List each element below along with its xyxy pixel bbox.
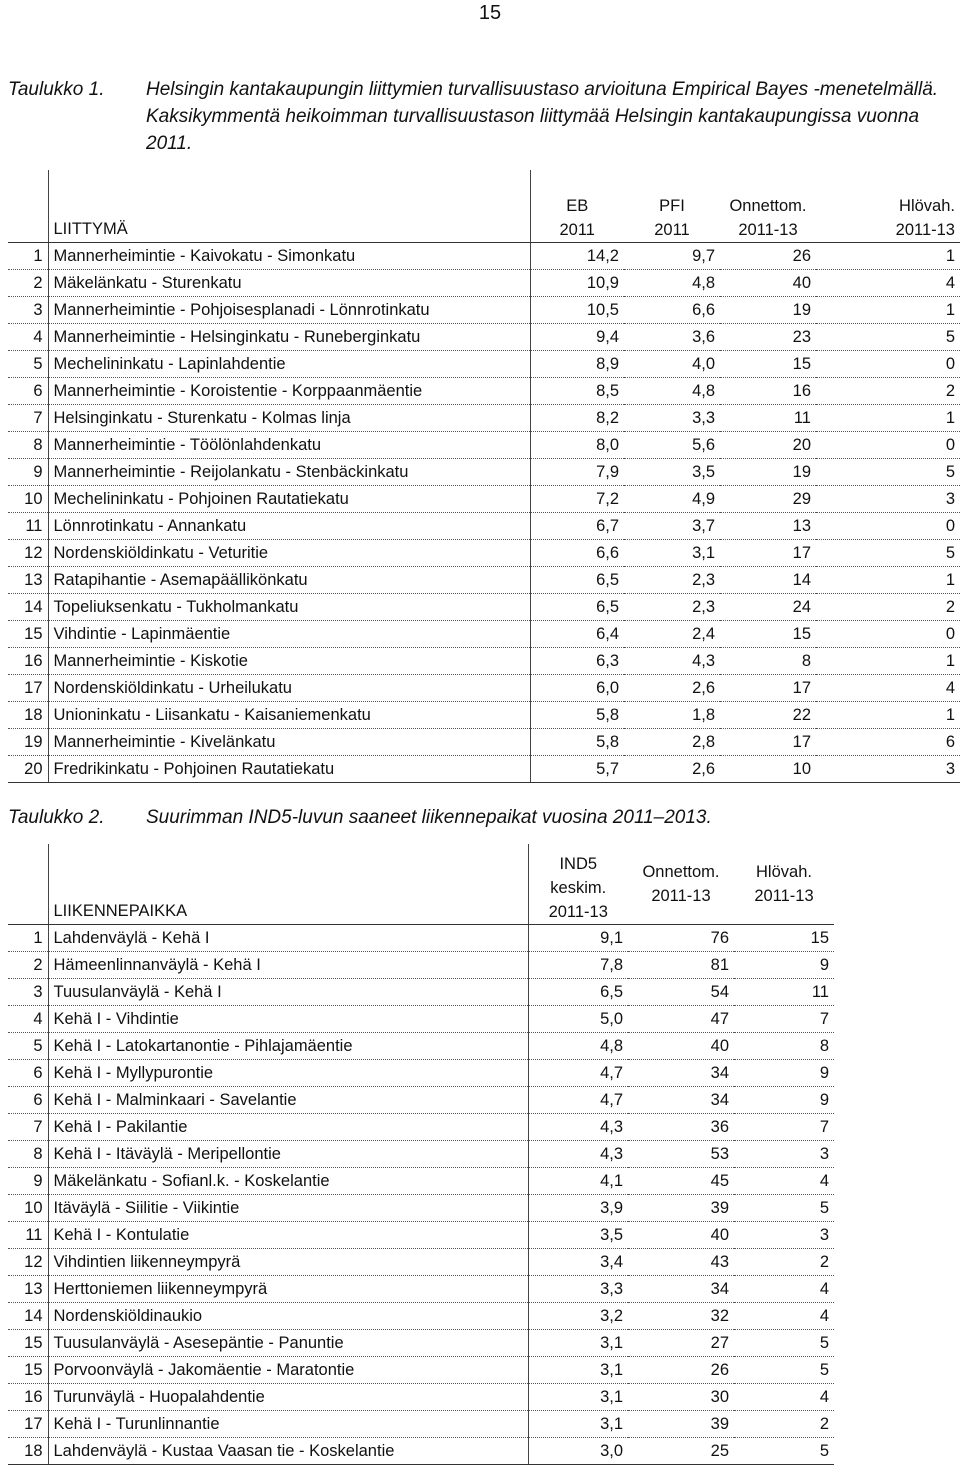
injured-value: 1 (816, 567, 960, 594)
injured-value: 5 (734, 1330, 834, 1357)
intersection-name: Mechelininkatu - Lapinlahdentie (48, 351, 530, 378)
table-row (8, 925, 834, 952)
accidents-value: 40 (720, 270, 816, 297)
eb-value: 6,5 (530, 567, 624, 594)
injured-value: 3 (734, 1141, 834, 1168)
table2-caption-label: Taulukko 2. (8, 807, 105, 828)
pfi-value: 4,3 (624, 648, 720, 675)
table1-header-pfi-l1: PFI (659, 197, 685, 215)
table-row (8, 1276, 834, 1303)
accidents-value: 26 (720, 243, 816, 270)
injured-value: 1 (816, 702, 960, 729)
table2-header-name: LIIKENNEPAIKKA (48, 844, 528, 925)
accidents-value: 15 (720, 351, 816, 378)
eb-value: 8,0 (530, 432, 624, 459)
intersection-name: Vihdintie - Lapinmäentie (48, 621, 530, 648)
row-number: 20 (8, 756, 48, 783)
table2-header-ind5-l1: IND5 (559, 855, 598, 873)
pfi-value: 4,0 (624, 351, 720, 378)
ind5-value: 4,7 (528, 1087, 628, 1114)
ind5-value: 9,1 (528, 925, 628, 952)
table-row (8, 297, 960, 324)
injured-value: 1 (816, 297, 960, 324)
table-row (8, 1330, 834, 1357)
table1 (8, 170, 960, 783)
row-number: 18 (8, 702, 48, 729)
pfi-value: 2,6 (624, 675, 720, 702)
ind5-value: 3,1 (528, 1384, 628, 1411)
table-row (8, 594, 960, 621)
table-row (8, 243, 960, 270)
row-number: 17 (8, 675, 48, 702)
table-row (8, 952, 834, 979)
eb-value: 10,9 (530, 270, 624, 297)
table1-caption-text: Helsingin kantakaupungin liittymien turvallisuustaso arvioituna Empirical Bayes -menetelmällä. Kaksikymmentä heikoimman turvallisuustason liittymää Helsingin kantakaupungissa vuonna 2011. (146, 79, 939, 154)
row-number: 1 (8, 925, 48, 952)
location-name: Turunväylä - Huopalahdentie (48, 1384, 528, 1411)
table2-caption-text: Suurimman IND5-luvun saaneet liikennepaikat vuosina 2011–2013. (146, 807, 712, 828)
accidents-value: 34 (628, 1276, 734, 1303)
injured-value: 0 (816, 513, 960, 540)
injured-value: 4 (734, 1276, 834, 1303)
pfi-value: 4,8 (624, 378, 720, 405)
pfi-value: 4,8 (624, 270, 720, 297)
accidents-value: 15 (720, 621, 816, 648)
pfi-value: 3,1 (624, 540, 720, 567)
row-number: 6 (8, 1060, 48, 1087)
accidents-value: 34 (628, 1060, 734, 1087)
intersection-name: Mannerheimintie - Pohjoisesplanadi - Lönnrotinkatu (48, 297, 530, 324)
injured-value: 5 (734, 1438, 834, 1465)
row-number: 8 (8, 432, 48, 459)
table1-header-hlovah (816, 170, 960, 243)
intersection-name: Mannerheimintie - Helsinginkatu - Runeberginkatu (48, 324, 530, 351)
injured-value: 0 (816, 351, 960, 378)
row-number: 14 (8, 594, 48, 621)
accidents-value: 24 (720, 594, 816, 621)
injured-value: 9 (734, 1060, 834, 1087)
injured-value: 6 (816, 729, 960, 756)
row-number: 10 (8, 1195, 48, 1222)
eb-value: 6,5 (530, 594, 624, 621)
injured-value: 5 (816, 540, 960, 567)
accidents-value: 19 (720, 297, 816, 324)
injured-value: 7 (734, 1006, 834, 1033)
injured-value: 3 (734, 1222, 834, 1249)
row-number: 11 (8, 513, 48, 540)
table-row (8, 1168, 834, 1195)
eb-value: 6,0 (530, 675, 624, 702)
table-row (8, 1087, 834, 1114)
accidents-value: 8 (720, 648, 816, 675)
row-number: 17 (8, 1411, 48, 1438)
pfi-value: 2,3 (624, 594, 720, 621)
accidents-value: 20 (720, 432, 816, 459)
injured-value: 2 (734, 1249, 834, 1276)
row-number: 19 (8, 729, 48, 756)
table2-header-row (8, 844, 834, 925)
location-name: Kehä I - Malminkaari - Savelantie (48, 1087, 528, 1114)
row-number: 5 (8, 351, 48, 378)
injured-value: 4 (734, 1303, 834, 1330)
intersection-name: Nordenskiöldinkatu - Veturitie (48, 540, 530, 567)
injured-value: 4 (734, 1168, 834, 1195)
ind5-value: 3,4 (528, 1249, 628, 1276)
eb-value: 6,3 (530, 648, 624, 675)
table1-header-num (8, 170, 48, 243)
table-row (8, 567, 960, 594)
location-name: Nordenskiöldinaukio (48, 1303, 528, 1330)
row-number: 10 (8, 486, 48, 513)
table2-header-hlovah (734, 844, 834, 925)
injured-value: 9 (734, 952, 834, 979)
ind5-value: 4,8 (528, 1033, 628, 1060)
table-row (8, 1411, 834, 1438)
table2-header-ind5-l3: 2011-13 (548, 903, 608, 921)
table1-header-onnettom-l1: Onnettom. (729, 197, 807, 215)
row-number: 15 (8, 1330, 48, 1357)
table-row (8, 432, 960, 459)
injured-value: 1 (816, 243, 960, 270)
injured-value: 11 (734, 979, 834, 1006)
location-name: Hämeenlinnanväylä - Kehä I (48, 952, 528, 979)
location-name: Tuusulanväylä - Kehä I (48, 979, 528, 1006)
table1-header-hlovah-l2: 2011-13 (895, 221, 955, 239)
injured-value: 15 (734, 925, 834, 952)
injured-value: 1 (816, 648, 960, 675)
table2-header-onnettom (628, 844, 734, 925)
table1-header-pfi-l2: 2011 (654, 221, 690, 239)
table-row (8, 459, 960, 486)
pfi-value: 3,6 (624, 324, 720, 351)
accidents-value: 17 (720, 540, 816, 567)
row-number: 7 (8, 1114, 48, 1141)
intersection-name: Mannerheimintie - Koroistentie - Korppaanmäentie (48, 378, 530, 405)
accidents-value: 40 (628, 1033, 734, 1060)
table-row (8, 1006, 834, 1033)
accidents-value: 14 (720, 567, 816, 594)
table2-header-ind5 (528, 844, 628, 925)
eb-value: 9,4 (530, 324, 624, 351)
injured-value: 5 (816, 459, 960, 486)
accidents-value: 22 (720, 702, 816, 729)
table-row (8, 729, 960, 756)
accidents-value: 25 (628, 1438, 734, 1465)
ind5-value: 3,9 (528, 1195, 628, 1222)
intersection-name: Nordenskiöldinkatu - Urheilukatu (48, 675, 530, 702)
location-name: Kehä I - Itäväylä - Meripellontie (48, 1141, 528, 1168)
ind5-value: 3,1 (528, 1330, 628, 1357)
ind5-value: 4,1 (528, 1168, 628, 1195)
row-number: 13 (8, 1276, 48, 1303)
table1-header-hlovah-l1: Hlövah. (899, 197, 955, 215)
table-row (8, 513, 960, 540)
row-number: 12 (8, 1249, 48, 1276)
intersection-name: Mannerheimintie - Kivelänkatu (48, 729, 530, 756)
table-row (8, 351, 960, 378)
pfi-value: 3,5 (624, 459, 720, 486)
intersection-name: Lönnrotinkatu - Annankatu (48, 513, 530, 540)
pfi-value: 6,6 (624, 297, 720, 324)
table-row (8, 1303, 834, 1330)
row-number: 2 (8, 270, 48, 297)
ind5-value: 3,1 (528, 1357, 628, 1384)
accidents-value: 81 (628, 952, 734, 979)
intersection-name: Mannerheimintie - Töölönlahdenkatu (48, 432, 530, 459)
intersection-name: Mannerheimintie - Kaivokatu - Simonkatu (48, 243, 530, 270)
intersection-name: Mechelininkatu - Pohjoinen Rautatiekatu (48, 486, 530, 513)
injured-value: 5 (734, 1357, 834, 1384)
location-name: Kehä I - Vihdintie (48, 1006, 528, 1033)
row-number: 9 (8, 459, 48, 486)
row-number: 15 (8, 1357, 48, 1384)
injured-value: 5 (816, 324, 960, 351)
location-name: Mäkelänkatu - Sofianl.k. - Koskelantie (48, 1168, 528, 1195)
table1-header-eb-l2: 2011 (559, 221, 595, 239)
ind5-value: 4,7 (528, 1060, 628, 1087)
eb-value: 5,7 (530, 756, 624, 783)
ind5-value: 3,2 (528, 1303, 628, 1330)
injured-value: 9 (734, 1087, 834, 1114)
intersection-name: Unioninkatu - Liisankatu - Kaisaniemenkatu (48, 702, 530, 729)
eb-value: 5,8 (530, 702, 624, 729)
accidents-value: 32 (628, 1303, 734, 1330)
injured-value: 2 (816, 378, 960, 405)
table-row (8, 1438, 834, 1465)
injured-value: 5 (734, 1195, 834, 1222)
injured-value: 2 (734, 1411, 834, 1438)
table-row (8, 540, 960, 567)
table1-header-name: LIITTYMÄ (48, 170, 530, 243)
eb-value: 7,2 (530, 486, 624, 513)
row-number: 8 (8, 1141, 48, 1168)
injured-value: 3 (816, 756, 960, 783)
ind5-value: 3,5 (528, 1222, 628, 1249)
injured-value: 2 (816, 594, 960, 621)
accidents-value: 43 (628, 1249, 734, 1276)
row-number: 6 (8, 378, 48, 405)
ind5-value: 7,8 (528, 952, 628, 979)
row-number: 16 (8, 648, 48, 675)
accidents-value: 40 (628, 1222, 734, 1249)
pfi-value: 2,4 (624, 621, 720, 648)
injured-value: 7 (734, 1114, 834, 1141)
table-row (8, 270, 960, 297)
injured-value: 0 (816, 432, 960, 459)
table2-header-onnettom-l1: Onnettom. (642, 863, 720, 881)
row-number: 3 (8, 297, 48, 324)
table1-header-eb (530, 170, 624, 243)
injured-value: 4 (816, 675, 960, 702)
table1-header-row (8, 170, 960, 243)
pfi-value: 3,3 (624, 405, 720, 432)
table2-header-hlovah-l2: 2011-13 (754, 887, 814, 905)
table1-header-pfi (624, 170, 720, 243)
pfi-value: 2,3 (624, 567, 720, 594)
eb-value: 5,8 (530, 729, 624, 756)
accidents-value: 17 (720, 675, 816, 702)
pfi-value: 4,9 (624, 486, 720, 513)
page-number: 15 (478, 2, 502, 24)
location-name: Lahdenväylä - Kustaa Vaasan tie - Koskelantie (48, 1438, 528, 1465)
row-number: 4 (8, 1006, 48, 1033)
table-row (8, 486, 960, 513)
ind5-value: 3,1 (528, 1411, 628, 1438)
location-name: Herttoniemen liikenneympyrä (48, 1276, 528, 1303)
table-row (8, 621, 960, 648)
table-row (8, 1033, 834, 1060)
eb-value: 10,5 (530, 297, 624, 324)
accidents-value: 27 (628, 1330, 734, 1357)
eb-value: 8,2 (530, 405, 624, 432)
table2 (8, 844, 834, 1465)
eb-value: 14,2 (530, 243, 624, 270)
location-name: Lahdenväylä - Kehä I (48, 925, 528, 952)
injured-value: 3 (816, 486, 960, 513)
intersection-name: Topeliuksenkatu - Tukholmankatu (48, 594, 530, 621)
row-number: 15 (8, 621, 48, 648)
location-name: Kehä I - Pakilantie (48, 1114, 528, 1141)
table2-header-hlovah-l1: Hlövah. (756, 863, 812, 881)
ind5-value: 4,3 (528, 1114, 628, 1141)
pfi-value: 1,8 (624, 702, 720, 729)
table-row (8, 1060, 834, 1087)
table-row (8, 405, 960, 432)
table-row (8, 1357, 834, 1384)
ind5-value: 4,3 (528, 1141, 628, 1168)
location-name: Vihdintien liikenneympyrä (48, 1249, 528, 1276)
ind5-value: 3,0 (528, 1438, 628, 1465)
intersection-name: Mannerheimintie - Reijolankatu - Stenbäckinkatu (48, 459, 530, 486)
eb-value: 6,4 (530, 621, 624, 648)
table-row (8, 378, 960, 405)
accidents-value: 47 (628, 1006, 734, 1033)
injured-value: 1 (816, 405, 960, 432)
table-row (8, 675, 960, 702)
accidents-value: 23 (720, 324, 816, 351)
eb-value: 6,6 (530, 540, 624, 567)
pfi-value: 2,8 (624, 729, 720, 756)
accidents-value: 30 (628, 1384, 734, 1411)
table-row (8, 1195, 834, 1222)
pfi-value: 2,6 (624, 756, 720, 783)
table2-header-onnettom-l2: 2011-13 (651, 887, 711, 905)
intersection-name: Fredrikinkatu - Pohjoinen Rautatiekatu (48, 756, 530, 783)
row-number: 7 (8, 405, 48, 432)
row-number: 14 (8, 1303, 48, 1330)
pfi-value: 5,6 (624, 432, 720, 459)
ind5-value: 6,5 (528, 979, 628, 1006)
table-row (8, 979, 834, 1006)
pfi-value: 9,7 (624, 243, 720, 270)
table1-header-eb-l1: EB (566, 197, 589, 215)
location-name: Tuusulanväylä - Asesepäntie - Panuntie (48, 1330, 528, 1357)
table1-caption-label: Taulukko 1. (8, 79, 105, 100)
row-number: 18 (8, 1438, 48, 1465)
accidents-value: 17 (720, 729, 816, 756)
injured-value: 4 (816, 270, 960, 297)
table1-header-onnettom (720, 170, 816, 243)
row-number: 12 (8, 540, 48, 567)
table2-body (8, 925, 834, 1465)
row-number: 2 (8, 952, 48, 979)
accidents-value: 19 (720, 459, 816, 486)
injured-value: 0 (816, 621, 960, 648)
accidents-value: 53 (628, 1141, 734, 1168)
row-number: 1 (8, 243, 48, 270)
ind5-value: 5,0 (528, 1006, 628, 1033)
injured-value: 8 (734, 1033, 834, 1060)
intersection-name: Helsinginkatu - Sturenkatu - Kolmas linja (48, 405, 530, 432)
table-row (8, 1114, 834, 1141)
table1-body (8, 243, 960, 783)
injured-value: 4 (734, 1384, 834, 1411)
accidents-value: 26 (628, 1357, 734, 1384)
row-number: 5 (8, 1033, 48, 1060)
accidents-value: 11 (720, 405, 816, 432)
accidents-value: 10 (720, 756, 816, 783)
location-name: Kehä I - Kontulatie (48, 1222, 528, 1249)
table-row (8, 1384, 834, 1411)
accidents-value: 29 (720, 486, 816, 513)
accidents-value: 16 (720, 378, 816, 405)
ind5-value: 3,3 (528, 1276, 628, 1303)
location-name: Porvoonväylä - Jakomäentie - Maratontie (48, 1357, 528, 1384)
table1-header-onnettom-l2: 2011-13 (738, 221, 798, 239)
table-row (8, 702, 960, 729)
location-name: Kehä I - Myllypurontie (48, 1060, 528, 1087)
accidents-value: 76 (628, 925, 734, 952)
location-name: Kehä I - Latokartanontie - Pihlajamäentie (48, 1033, 528, 1060)
row-number: 3 (8, 979, 48, 1006)
table2-header-ind5-l2: keskim. (550, 879, 607, 897)
accidents-value: 34 (628, 1087, 734, 1114)
row-number: 4 (8, 324, 48, 351)
table-row (8, 648, 960, 675)
row-number: 6 (8, 1087, 48, 1114)
accidents-value: 36 (628, 1114, 734, 1141)
table2-header-num (8, 844, 48, 925)
table-row (8, 1222, 834, 1249)
table-row (8, 1141, 834, 1168)
table-row (8, 324, 960, 351)
eb-value: 7,9 (530, 459, 624, 486)
accidents-value: 54 (628, 979, 734, 1006)
intersection-name: Mannerheimintie - Kiskotie (48, 648, 530, 675)
accidents-value: 45 (628, 1168, 734, 1195)
table-row (8, 756, 960, 783)
accidents-value: 13 (720, 513, 816, 540)
location-name: Kehä I - Turunlinnantie (48, 1411, 528, 1438)
eb-value: 6,7 (530, 513, 624, 540)
eb-value: 8,5 (530, 378, 624, 405)
intersection-name: Ratapihantie - Asemapäällikönkatu (48, 567, 530, 594)
row-number: 11 (8, 1222, 48, 1249)
eb-value: 8,9 (530, 351, 624, 378)
row-number: 9 (8, 1168, 48, 1195)
pfi-value: 3,7 (624, 513, 720, 540)
intersection-name: Mäkelänkatu - Sturenkatu (48, 270, 530, 297)
accidents-value: 39 (628, 1195, 734, 1222)
row-number: 13 (8, 567, 48, 594)
table-row (8, 1249, 834, 1276)
location-name: Itäväylä - Siilitie - Viikintie (48, 1195, 528, 1222)
accidents-value: 39 (628, 1411, 734, 1438)
row-number: 16 (8, 1384, 48, 1411)
